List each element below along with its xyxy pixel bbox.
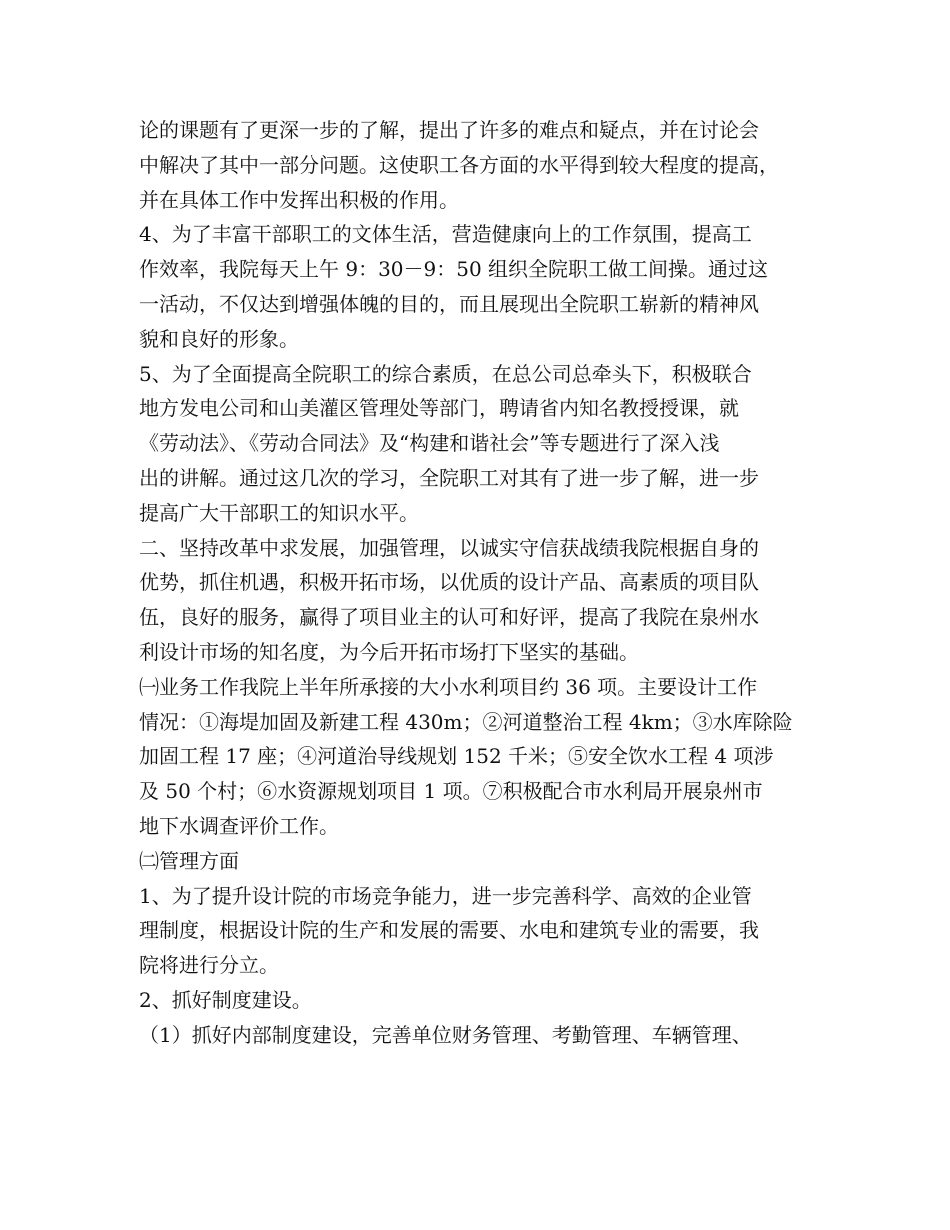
text-line: 貌和良好的形象。: [139, 326, 299, 351]
text-line: 论的课题有了更深一步的了解，提出了许多的难点和疑点，并在讨论会: [139, 118, 759, 142]
text-line: 《劳动法》、《劳动合同法》及“构建和谐社会”等专题进行了深入浅: [139, 431, 720, 456]
text-line: （1）抓好内部制度建设，完善单位财务管理、考勤管理、车辆管理、: [139, 1022, 752, 1047]
text-line: ㈠业务工作我院上半年所承接的大小水利项目约 36 项。主要设计工作: [139, 674, 758, 699]
text-line: 中解决了其中一部分问题。这使职工各方面的水平得到较大程度的提高，: [139, 152, 779, 177]
text-line: ㈡管理方面: [139, 848, 239, 873]
text-line: 并在具体工作中发挥出积极的作用。: [139, 187, 459, 212]
text-line: 情况：①海堤加固及新建工程 430m；②河道整治工程 4km；③水库除险: [139, 709, 793, 734]
text-line: 地下水调查评价工作。: [139, 813, 339, 838]
text-line: 提高广大干部职工的知识水平。: [139, 500, 419, 525]
text-line: 出的讲解。通过这几次的学习，全院职工对其有了进一步了解，进一步: [139, 465, 759, 490]
text-line: 利设计市场的知名度，为今后开拓市场打下坚实的基础。: [139, 639, 639, 664]
text-line: 地方发电公司和山美灌区管理处等部门，聘请省内知名教授授课，就: [139, 396, 739, 421]
text-line: 及 50 个村；⑥水资源规划项目 1 项。⑦积极配合市水利局开展泉州市: [139, 779, 763, 804]
text-line: 伍，良好的服务，赢得了项目业主的认可和好评，提高了我院在泉州水: [139, 605, 759, 630]
text-line: 5、为了全面提高全院职工的综合素质，在总公司总牵头下，积极联合: [139, 361, 752, 386]
text-line: 优势，抓住机遇，积极开拓市场，以优质的设计产品、高素质的项目队: [139, 570, 759, 595]
text-line: 4、为了丰富干部职工的文体生活，营造健康向上的工作氛围，提高工: [139, 222, 752, 247]
text-line: 理制度，根据设计院的生产和发展的需要、水电和建筑专业的需要，我: [139, 918, 759, 943]
body-text: [139, 113, 829, 1053]
text-line: 一活动，不仅达到增强体魄的目的，而且展现出全院职工崭新的精神风: [139, 291, 759, 316]
text-line: 2、抓好制度建设。: [139, 987, 312, 1012]
text-line: 作效率，我院每天上午 9：30－9：50 组织全院职工做工间操。通过这: [139, 257, 769, 282]
text-line: 二、坚持改革中求发展，加强管理，以诚实守信获战绩我院根据自身的: [139, 535, 759, 560]
text-line: 1、为了提升设计院的市场竞争能力，进一步完善科学、高效的企业管: [139, 883, 752, 908]
text-line: 院将进行分立。: [139, 953, 279, 978]
text-line: 加固工程 17 座；④河道治导线规划 152 千米；⑤安全饮水工程 4 项涉: [139, 744, 774, 769]
